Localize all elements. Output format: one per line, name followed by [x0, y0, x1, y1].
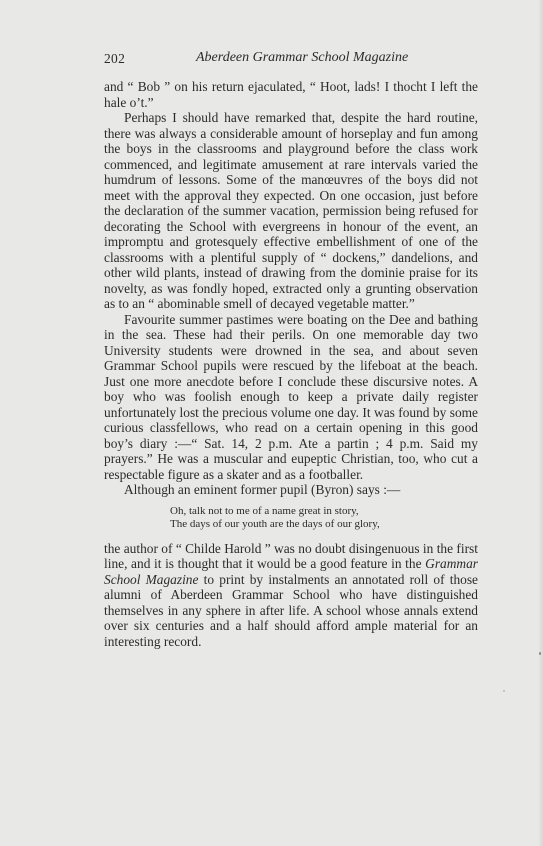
- page-number: 202: [104, 51, 126, 66]
- paragraph-5-part-a: the author of “ Childe Harold ” was no doubt disingenuous in the first line, and it is thought that it would be a good feature in the: [104, 540, 478, 571]
- speck-mark: [503, 690, 505, 692]
- verse-line-1: Oh, talk not to me of a name great in story,: [170, 504, 359, 517]
- paragraph-5: [104, 541, 478, 650]
- magazine-title: Grammar School Magazine: [104, 556, 478, 587]
- running-title: Aberdeen Grammar School Magazine: [196, 50, 409, 65]
- paragraph-3: Favourite summer pastimes were boating on the Dee and bathing in the sea. These had their perils. On one memorable day two University students were drowned in the sea, and about seven Grammar School pupils were rescued by the lifeboat at the beach. Just one more anecdote before I conclude these discursive notes. A boy who was foolish enough to keep a private daily register unfortunately lost the precious volume one day. It was found by some curious classfellows, who read on a certain opening in this good boy’s diary :—“ Sat. 14, 2 p.m. Ate a partin ; 4 p.m. Said my prayers.” He was a muscular and eupeptic Christian, too, who cut a respectable figure as a skater and as a footballer.: [104, 311, 478, 482]
- paragraph-1: and “ Bob ” on his return ejaculated, “ Hoot, lads! I thocht I left the hale o’t.”: [104, 79, 478, 110]
- page-edge: [539, 0, 543, 846]
- speck-mark: [539, 652, 541, 655]
- verse-quotation: [170, 505, 478, 532]
- paragraph-2: Perhaps I should have remarked that, despite the hard routine, there was always a considerable amount of horseplay and fun among the boys in the classrooms and playground before the class work commenced, and legitimate amusement at rare intervals varied the humdrum of lessons. Some of the manœuvres of the boys did not meet with the approval they expected. On one occasion, just before the declaration of the summer vacation, permission being refused for decorating the School with evergreens in honour of the event, an impromptu and grotesquely effective embellishment of one of the classrooms with a plentiful supply of “ dockens,” dandelions, and other wild plants, instead of drawing from the dominie praise for its novelty, as was fondly hoped, extracted only a grunting observation as to an “ abominable smell of decayed vegetable matter.”: [104, 110, 478, 311]
- paragraph-5-part-b: to print by instalments an annotated roll of those alumni of Aberdeen Grammar School who have distinguished themselves in any sphere in after life. A school whose annals extend over six centuries and a half should afford ample material for an interesting record.: [104, 571, 478, 649]
- page-header: [104, 48, 478, 70]
- verse-line-2: The days of our youth are the days of our glory,: [170, 518, 380, 530]
- paragraph-4: Although an eminent former pupil (Byron) says :—: [124, 482, 401, 497]
- body-text: [104, 79, 478, 649]
